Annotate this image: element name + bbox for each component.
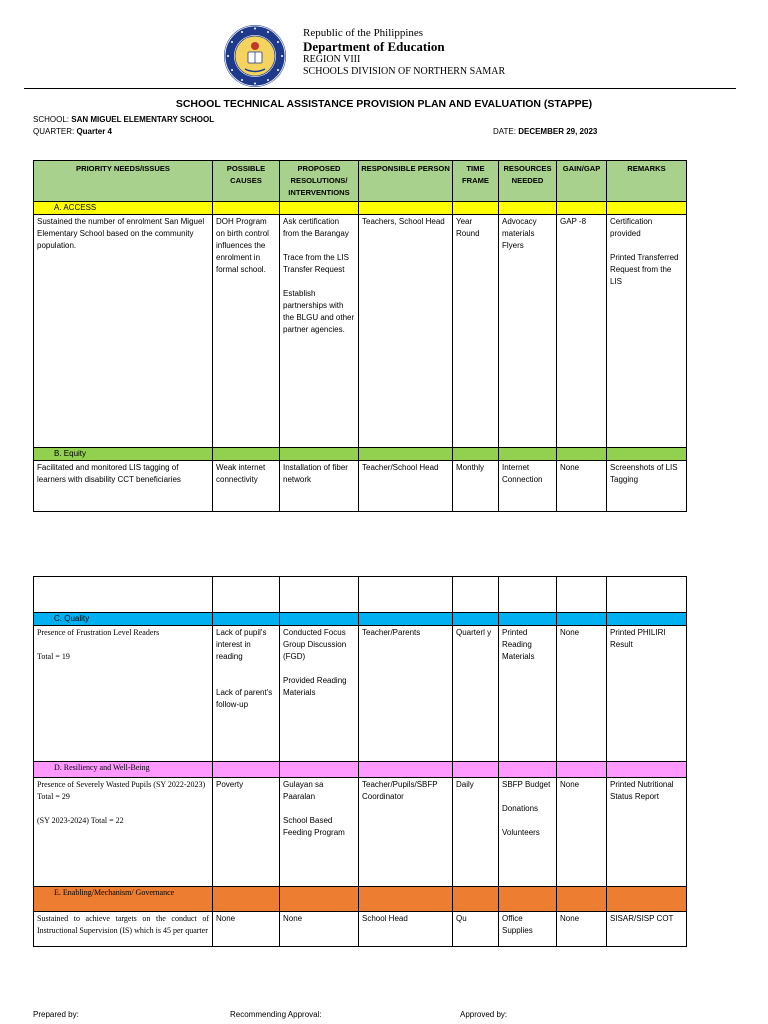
date-field	[493, 127, 597, 136]
section-label-access: A. ACCESS	[34, 202, 213, 215]
cell-time: Quarterl y	[453, 626, 499, 762]
approved-by-label: Approved by:	[460, 1010, 508, 1019]
region-line: REGION VIII	[303, 54, 361, 65]
cell-remarks	[607, 215, 687, 448]
cell-needs	[34, 626, 213, 762]
col-header-needs: PRIORITY NEEDS/ISSUES	[34, 161, 213, 202]
section-label-equity: B. Equity	[34, 448, 213, 461]
stappe-table-page-2	[33, 576, 687, 947]
deped-header	[303, 27, 505, 78]
blank-header-row	[34, 577, 687, 613]
cell-text: Certification provided	[610, 217, 653, 238]
cell-person: Teacher/School Head	[359, 461, 453, 512]
cell-remarks: SISAR/SISP COT	[607, 912, 687, 947]
col-header-person: RESPONSIBLE PERSON	[359, 161, 453, 202]
cell-text: Donations	[502, 804, 539, 813]
table-row	[34, 215, 687, 448]
cell-time: Monthly	[453, 461, 499, 512]
cell-text: Printed Transferred Request from the LIS	[610, 253, 679, 286]
cell-resources: Office Supplies	[499, 912, 557, 947]
table-row	[34, 461, 687, 512]
cell-text: Presence of Frustration Level Readers	[37, 628, 160, 637]
quarter-field	[33, 127, 112, 136]
column-header-row	[34, 161, 687, 202]
table-row	[34, 626, 687, 762]
col-header-gain: GAIN/GAP	[557, 161, 607, 202]
cell-person: School Head	[359, 912, 453, 947]
col-header-time: TIME FRAME	[453, 161, 499, 202]
cell-time: Year Round	[453, 215, 499, 448]
date-label: DATE:	[493, 127, 516, 136]
stappe-table-page-1	[33, 160, 687, 512]
cell-resolutions: None	[280, 912, 359, 947]
quarter-value: Quarter 4	[76, 127, 113, 136]
cell-resources: Internet Connection	[499, 461, 557, 512]
cell-text: (SY 2023-2024) Total = 22	[37, 816, 124, 825]
cell-gain: GAP -8	[557, 215, 607, 448]
cell-gain: None	[557, 912, 607, 947]
header-divider	[24, 88, 736, 89]
cell-gain: None	[557, 626, 607, 762]
cell-remarks: Screenshots of LIS Tagging	[607, 461, 687, 512]
section-label-resiliency: D. Resiliency and Well-Being	[34, 762, 213, 778]
recommending-approval-label: Recommending Approval:	[230, 1010, 322, 1019]
table-row	[34, 912, 687, 947]
cell-causes	[213, 626, 280, 762]
col-header-remarks: REMARKS	[607, 161, 687, 202]
cell-causes: DOH Program on birth control influences the enrolment in formal school.	[213, 215, 280, 448]
cell-time: Qu	[453, 912, 499, 947]
cell-text: Conducted Focus Group Discussion (FGD)	[283, 628, 347, 661]
cell-remarks: Printed Nutritional Status Report	[607, 778, 687, 887]
deped-seal-logo	[223, 24, 287, 88]
col-header-resolutions: PROPOSED RESOLUTIONS/ INTERVENTIONS	[280, 161, 359, 202]
cell-text: Provided Reading Materials	[283, 676, 347, 697]
section-row-equity	[34, 448, 687, 461]
cell-text: Trace from the LIS Transfer Request	[283, 253, 349, 274]
school-field	[33, 115, 214, 124]
cell-text: Establish partnerships with the BLGU and other partner agencies.	[283, 289, 355, 334]
cell-needs	[34, 778, 213, 887]
cell-gain: None	[557, 461, 607, 512]
cell-resolutions	[280, 778, 359, 887]
cell-resources: Printed Reading Materials	[499, 626, 557, 762]
date-value: DECEMBER 29, 2023	[518, 127, 598, 136]
section-row-enabling	[34, 887, 687, 912]
prepared-by-label: Prepared by:	[33, 1010, 79, 1019]
cell-needs: Sustained to achieve targets on the conduct of Instructional Supervision (IS) which is 45 per quarter	[34, 912, 213, 947]
school-label: SCHOOL:	[33, 115, 70, 124]
quarter-label: QUARTER:	[33, 127, 75, 136]
cell-remarks: Printed PHILIRI Result	[607, 626, 687, 762]
cell-text: Presence of Severely Wasted Pupils (SY 2022-2023) Total = 29	[37, 780, 206, 801]
section-row-quality	[34, 613, 687, 626]
section-label-quality: C. Quality	[34, 613, 213, 626]
cell-resolutions: Installation of fiber network	[280, 461, 359, 512]
department-line: Department of Education	[303, 39, 445, 54]
cell-causes: Weak internet connectivity	[213, 461, 280, 512]
cell-resources: Advocacy materials Flyers	[499, 215, 557, 448]
form-title: SCHOOL TECHNICAL ASSISTANCE PROVISION PLAN AND EVALUATION (STAPPE)	[175, 98, 593, 110]
cell-person: Teacher/Pupils/SBFP Coordinator	[359, 778, 453, 887]
section-label-enabling: E. Enabling/Mechanism/ Governance	[34, 887, 213, 912]
cell-text: SBFP Budget	[502, 780, 551, 789]
cell-text: Ask certification from the Barangay	[283, 217, 349, 238]
cell-needs: Facilitated and monitored LIS tagging of learners with disability CCT beneficiaries	[34, 461, 213, 512]
cell-causes: None	[213, 912, 280, 947]
cell-text: School Based Feeding Program	[283, 816, 345, 837]
cell-gain: None	[557, 778, 607, 887]
col-header-causes: POSSIBLE CAUSES	[213, 161, 280, 202]
cell-text: Volunteers	[502, 828, 540, 837]
table-row	[34, 778, 687, 887]
cell-time: Daily	[453, 778, 499, 887]
cell-resolutions	[280, 215, 359, 448]
cell-resolutions	[280, 626, 359, 762]
republic-line: Republic of the Philippines	[303, 27, 424, 39]
cell-text: Total = 19	[37, 652, 70, 661]
cell-person: Teachers, School Head	[359, 215, 453, 448]
cell-text: Lack of parent's follow-up	[216, 688, 273, 709]
cell-text: Lack of pupil's interest in reading	[216, 628, 267, 661]
division-line: SCHOOLS DIVISION OF NORTHERN SAMAR	[303, 66, 506, 77]
cell-text: Gulayan sa Paaralan	[283, 780, 324, 801]
section-row-access	[34, 202, 687, 215]
school-value: SAN MIGUEL ELEMENTARY SCHOOL	[71, 115, 215, 124]
cell-resources	[499, 778, 557, 887]
cell-person: Teacher/Parents	[359, 626, 453, 762]
col-header-resources: RESOURCES NEEDED	[499, 161, 557, 202]
section-row-resiliency	[34, 762, 687, 778]
cell-causes: Poverty	[213, 778, 280, 887]
cell-needs: Sustained the number of enrolment San Miguel Elementary School based on the community population.	[34, 215, 213, 448]
